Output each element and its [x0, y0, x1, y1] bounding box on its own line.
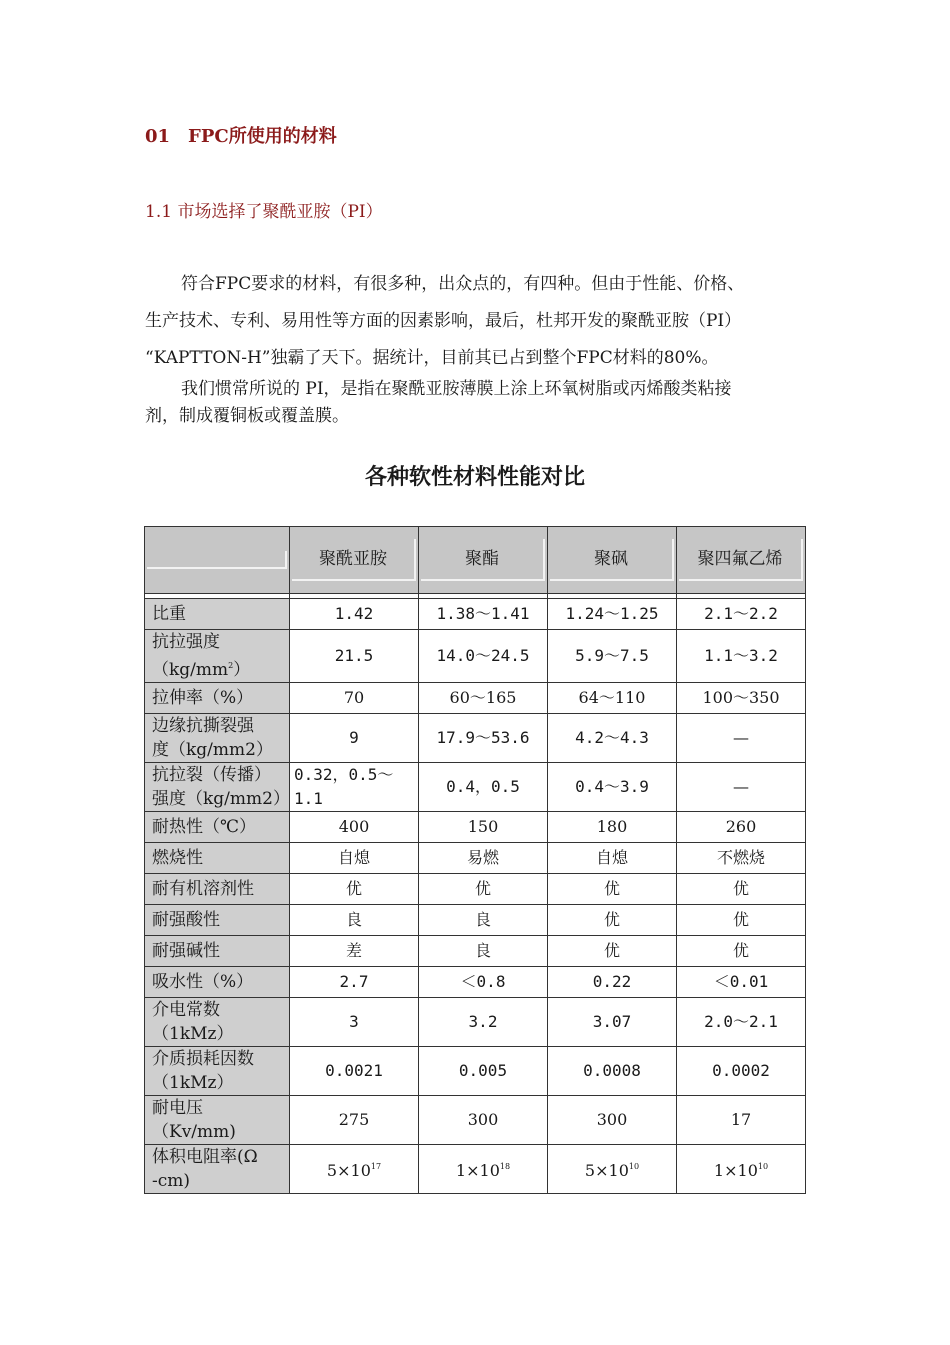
table-cell: 1.24～1.25 — [548, 599, 677, 630]
table-cell: 0.22 — [548, 967, 677, 998]
table-cell: 1.42 — [290, 599, 419, 630]
subsection-heading: 1.1 市场选择了聚酰亚胺（PI） — [145, 202, 383, 222]
table-cell: 17 — [677, 1096, 806, 1145]
table-cell: 2.1～2.2 — [677, 599, 806, 630]
table-cell: 1.38～1.41 — [419, 599, 548, 630]
table-cell: 良 — [419, 936, 548, 967]
table-cell: — — [677, 714, 806, 763]
row-label: 抗拉强度 $(kg/mm^2)$ — [145, 630, 290, 683]
table-cell: $5\times 10^{17}$ — [290, 1145, 419, 1194]
paragraph-intro — [145, 266, 807, 377]
table-cell: 4.2～4.3 — [548, 714, 677, 763]
paragraph-line: 剂，制成覆铜板或覆盖膜。 — [145, 406, 349, 426]
table-cell: 275 — [290, 1096, 419, 1145]
table-cell: 64～110 — [548, 683, 677, 714]
table-row — [145, 683, 806, 714]
row-label: 耐强酸性 — [145, 905, 290, 936]
table-cell: 2.7 — [290, 967, 419, 998]
row-label: 抗拉裂（传播） 强度（kg/mm2） — [145, 763, 290, 812]
table-cell: ＜0.01 — [677, 967, 806, 998]
table-cell: 60～165 — [419, 683, 548, 714]
row-label: 介质损耗因数 （1kMz） — [145, 1047, 290, 1096]
table-cell: 0.0008 — [548, 1047, 677, 1096]
table-cell: 自熄 — [290, 843, 419, 874]
table-row — [145, 763, 806, 812]
table-cell: 1.1～3.2 — [677, 630, 806, 683]
table-cell: 优 — [548, 936, 677, 967]
header-cell: 聚酯 — [419, 527, 548, 594]
table-cell: 260 — [677, 812, 806, 843]
table-cell: 自熄 — [548, 843, 677, 874]
paragraph-line: “KAPTTON-H”独霸了天下。据统计，目前其已占到整个FPC材料的80%。 — [145, 348, 719, 368]
table-row — [145, 967, 806, 998]
header-cell-empty — [145, 527, 290, 594]
table-cell: 70 — [290, 683, 419, 714]
table-cell: 良 — [290, 905, 419, 936]
table-cell: 0.4～3.9 — [548, 763, 677, 812]
table-row — [145, 998, 806, 1047]
table-row — [145, 936, 806, 967]
material-comparison-table — [144, 526, 806, 1194]
table-cell: 14.0～24.5 — [419, 630, 548, 683]
table-cell: — — [677, 763, 806, 812]
table-row — [145, 599, 806, 630]
table-row — [145, 1096, 806, 1145]
table-row — [145, 874, 806, 905]
table-cell: 3.07 — [548, 998, 677, 1047]
table-cell: 易燃 — [419, 843, 548, 874]
table-cell: 不燃烧 — [677, 843, 806, 874]
table-row — [145, 630, 806, 683]
table-cell: 优 — [677, 905, 806, 936]
table-cell: 180 — [548, 812, 677, 843]
table-title: 各种软性材料性能对比 — [364, 465, 585, 490]
paragraph-pi-definition — [145, 376, 807, 430]
row-label: 拉伸率（%） — [145, 683, 290, 714]
table-cell: $5\times 10^{10}$ — [548, 1145, 677, 1194]
table-cell: 优 — [677, 936, 806, 967]
table-row — [145, 1047, 806, 1096]
table-cell: 0.4，0.5 — [419, 763, 548, 812]
row-label: 吸水性（%） — [145, 967, 290, 998]
table-cell: 优 — [677, 874, 806, 905]
header-cell: 聚酰亚胺 — [290, 527, 419, 594]
table-cell: 5.9～7.5 — [548, 630, 677, 683]
row-label: 比重 — [145, 599, 290, 630]
table-cell: $1\times 10^{18}$ — [419, 1145, 548, 1194]
table-row — [145, 714, 806, 763]
table-cell: 优 — [290, 874, 419, 905]
row-label: 耐强碱性 — [145, 936, 290, 967]
table-cell: 21.5 — [290, 630, 419, 683]
table-cell: 良 — [419, 905, 548, 936]
table-cell: 优 — [548, 905, 677, 936]
row-label: 边缘抗撕裂强 度（kg/mm2） — [145, 714, 290, 763]
table-cell: 17.9～53.6 — [419, 714, 548, 763]
table-row — [145, 843, 806, 874]
table-header-row — [145, 527, 806, 594]
table-cell: 优 — [419, 874, 548, 905]
table-cell: 2.0～2.1 — [677, 998, 806, 1047]
row-label: 耐有机溶剂性 — [145, 874, 290, 905]
paragraph-line: 生产技术、专利、易用性等方面的因素影响，最后，杜邦开发的聚酰亚胺（PI） — [145, 311, 742, 331]
table-cell: 0.005 — [419, 1047, 548, 1096]
row-label: 介电常数 （1kMz） — [145, 998, 290, 1047]
table-cell: 300 — [419, 1096, 548, 1145]
table-row — [145, 1145, 806, 1194]
section-heading: 01 FPC所使用的材料 — [145, 126, 337, 147]
paragraph-line: 我们惯常所说的 PI，是指在聚酰亚胺薄膜上涂上环氧树脂或丙烯酸类粘接 — [181, 379, 732, 399]
table-cell: 0.0002 — [677, 1047, 806, 1096]
row-label: 燃烧性 — [145, 843, 290, 874]
table-cell: 差 — [290, 936, 419, 967]
table-cell: ＜0.8 — [419, 967, 548, 998]
table-row — [145, 812, 806, 843]
table-cell: 150 — [419, 812, 548, 843]
table-cell: 3.2 — [419, 998, 548, 1047]
table-row — [145, 905, 806, 936]
table-cell: 0.32，0.5～ 1.1 — [290, 763, 419, 812]
table-cell: 优 — [548, 874, 677, 905]
table-cell: 3 — [290, 998, 419, 1047]
row-label: 耐热性（℃） — [145, 812, 290, 843]
table-cell: 400 — [290, 812, 419, 843]
row-label: 体积电阻率(Ω -cm) — [145, 1145, 290, 1194]
table-cell: 100～350 — [677, 683, 806, 714]
header-cell: 聚砜 — [548, 527, 677, 594]
paragraph-line: 符合FPC要求的材料，有很多种，出众点的，有四种。但由于性能、价格、 — [181, 274, 745, 294]
table-cell: 9 — [290, 714, 419, 763]
table-cell: 300 — [548, 1096, 677, 1145]
table-cell: $1\times 10^{10}$ — [677, 1145, 806, 1194]
header-cell: 聚四氟乙烯 — [677, 527, 806, 594]
row-label: 耐电压（Kv/mm) — [145, 1096, 290, 1145]
table-cell: 0.0021 — [290, 1047, 419, 1096]
